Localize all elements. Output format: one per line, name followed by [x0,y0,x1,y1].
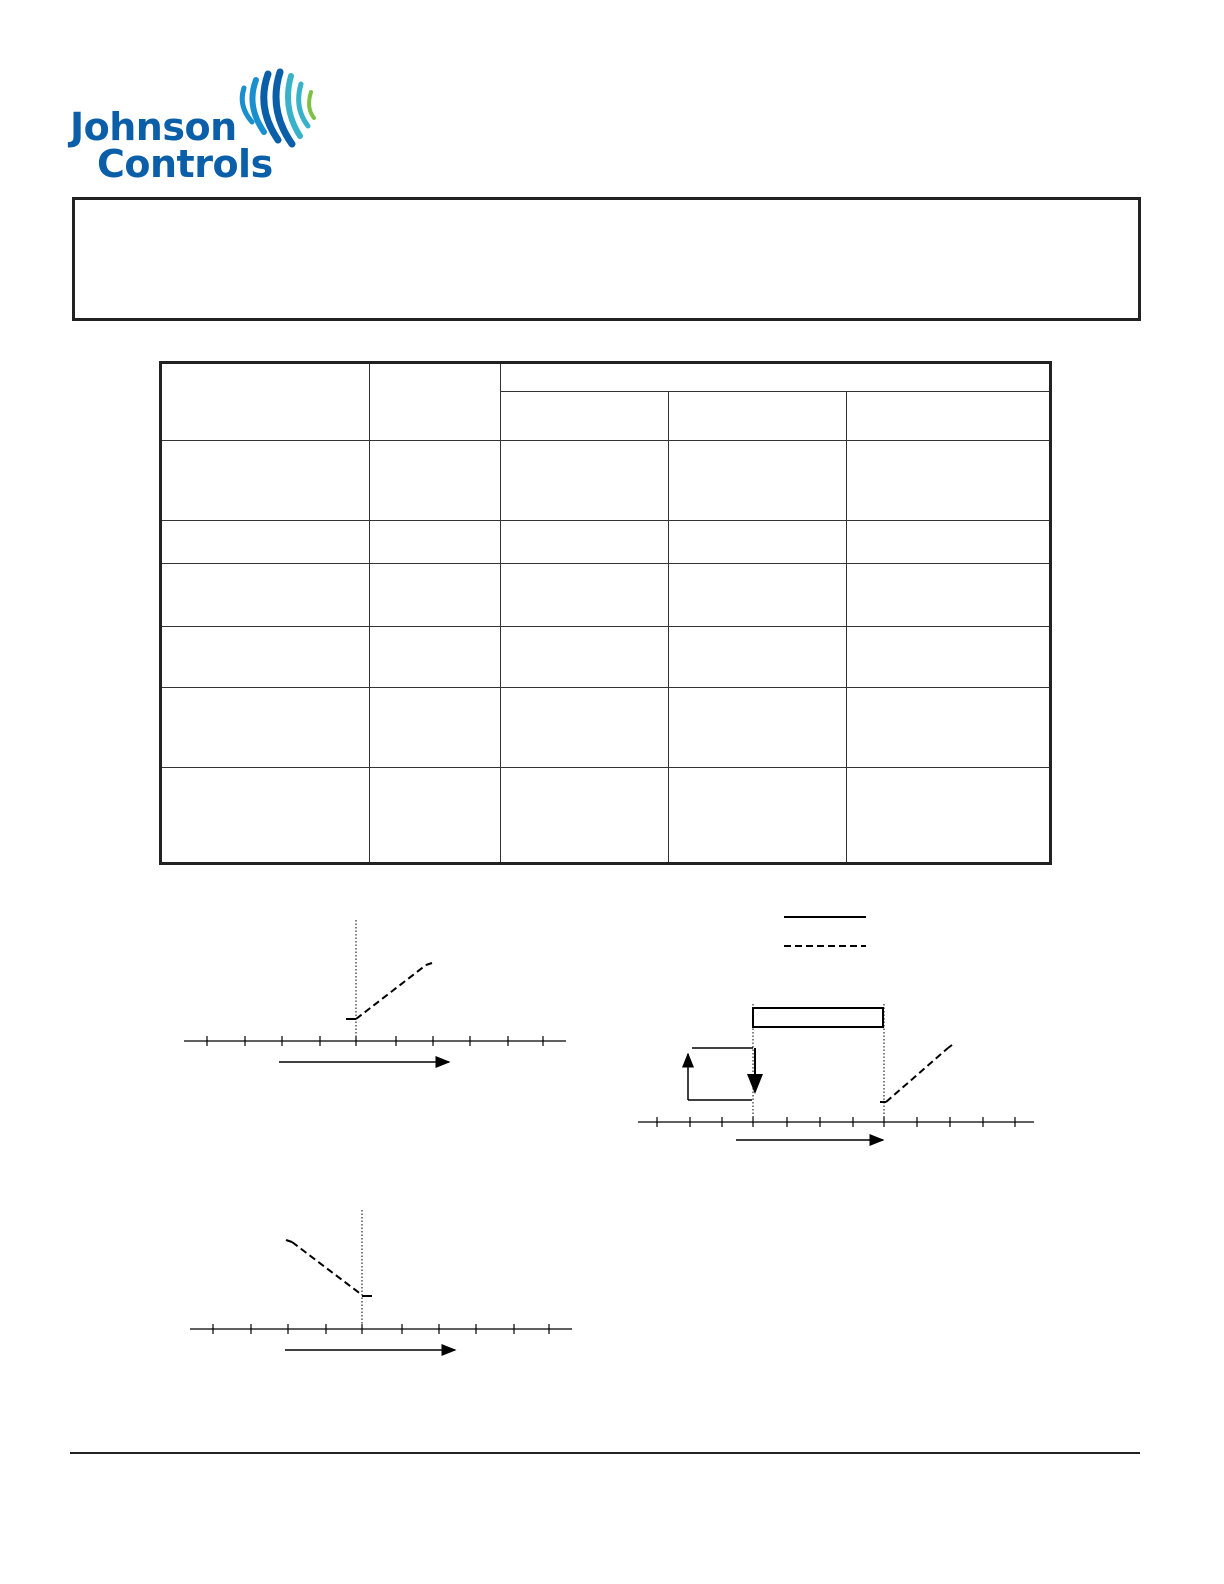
brand-name-johnson: Johnson [70,105,237,149]
brand-name-controls: Controls [97,142,273,186]
ramp-end-step [948,1045,952,1048]
range-band [753,1008,883,1027]
diagram-two-state-rising-ramp [638,1004,1034,1140]
ramp-end-step [426,963,432,965]
ramp-line [886,1048,948,1102]
line-style-legend [784,917,866,946]
footer-divider [70,1452,1140,1454]
ramp-start-step [286,1240,292,1242]
diagram-rising-ramp [184,920,566,1062]
ramp-line [292,1242,362,1295]
diagram-falling-ramp [190,1210,572,1350]
ramp-line [356,965,426,1019]
